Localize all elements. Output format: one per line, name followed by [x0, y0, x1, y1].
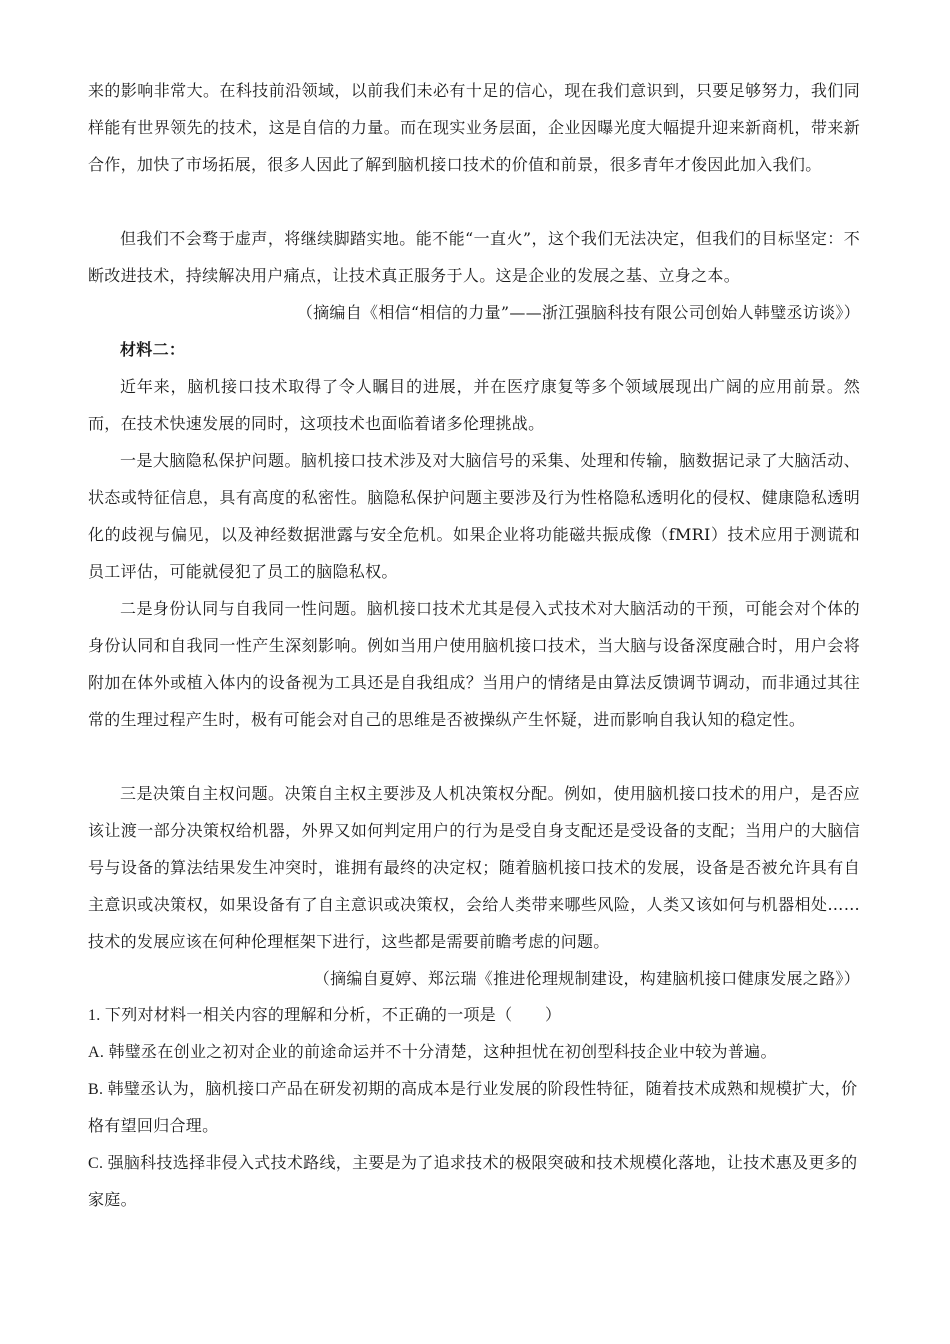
- material1-paragraph-1: 来的影响非常大。在科技前沿领域，以前我们未必有十足的信心，现在我们意识到，只要足够努力，我们同样能有世界领先的技术，这是自信的力量。而在现实业务层面，企业因曝光度大幅提升迎来新商机，带来新合作，加快了市场拓展，很多人因此了解到脑机接口技术的价值和前景，很多青年才俊因此加入我们。: [88, 81, 860, 174]
- material2-paragraph-1: 近年来，脑机接口技术取得了令人瞩目的进展，并在医疗康复等多个领域展现出广阔的应用前景。然而，在技术快速发展的同时，这项技术也面临着诸多伦理挑战。: [88, 377, 860, 433]
- question-1-option-b: B. 韩璧丞认为，脑机接口产品在研发初期的高成本是行业发展的阶段性特征，随着技术成熟和规模扩大，价格有望回归合理。: [88, 1081, 858, 1135]
- material2-paragraph-4: 三是决策自主权问题。决策自主权主要涉及人机决策权分配。例如，使用脑机接口技术的用户，是否应该让渡一部分决策权给机器，外界又如何判定用户的行为是受自身支配还是受设备的支配；当用户的大脑信号与设备的算法结果发生冲突时，谁拥有最终的决定权；随着脑机接口技术的发展，设备是否被允许具有自主意识或决策权，如果设备有了自主意识或决策权，会给人类带来哪些风险，人类又该如何与机器相处……技术的发展应该在何种伦理框架下进行，这些都是需要前瞻考虑的问题。: [88, 784, 860, 951]
- question-1-stem: 1. 下列对材料一相关内容的理解和分析，不正确的一项是（ ）: [88, 1007, 562, 1024]
- question-1-option-c: C. 强脑科技选择非侵入式技术路线，主要是为了追求技术的极限突破和技术规模化落地，让技术惠及更多的家庭。: [88, 1155, 858, 1209]
- material2-paragraph-2: 一是大脑隐私保护问题。脑机接口技术涉及对大脑信号的采集、处理和传输，脑数据记录了大脑活动、状态或特征信息，具有高度的私密性。脑隐私保护问题主要涉及行为性格隐私透明化的侵权、健康隐私透明化的歧视与偏见，以及神经数据泄露与安全危机。如果企业将功能磁共振成像（fMRI）技术应用于测谎和员工评估，可能就侵犯了员工的脑隐私权。: [88, 451, 860, 581]
- material2-heading: 材料二：: [120, 340, 186, 359]
- question-1-option-a: A. 韩璧丞在创业之初对企业的前途命运并不十分清楚，这种担忧在初创型科技企业中较为普遍。: [88, 1044, 777, 1061]
- material2-source: （摘编自夏婷、郑沄瑞《推进伦理规制建设，构建脑机接口健康发展之路》）: [313, 969, 860, 988]
- material1-source: （摘编自《相信“相信的力量”——浙江强脑科技有限公司创始人韩璧丞访谈》）: [296, 303, 860, 322]
- material2-paragraph-3: 二是身份认同与自我同一性问题。脑机接口技术尤其是侵入式技术对大脑活动的干预，可能会对个体的身份认同和自我同一性产生深刻影响。例如当用户使用脑机接口技术，当大脑与设备深度融合时，用户会将附加在体外或植入体内的设备视为工具还是自我组成？当用户的情绪是由算法反馈调节调动，而非通过其往常的生理过程产生时，极有可能会对自己的思维是否被操纵产生怀疑，进而影响自我认知的稳定性。: [88, 599, 860, 729]
- material1-paragraph-2: 但我们不会骛于虚声，将继续脚踏实地。能不能“一直火”，这个我们无法决定，但我们的目标坚定：不断改进技术，持续解决用户痛点，让技术真正服务于人。这是企业的发展之基、立身之本。: [88, 229, 860, 285]
